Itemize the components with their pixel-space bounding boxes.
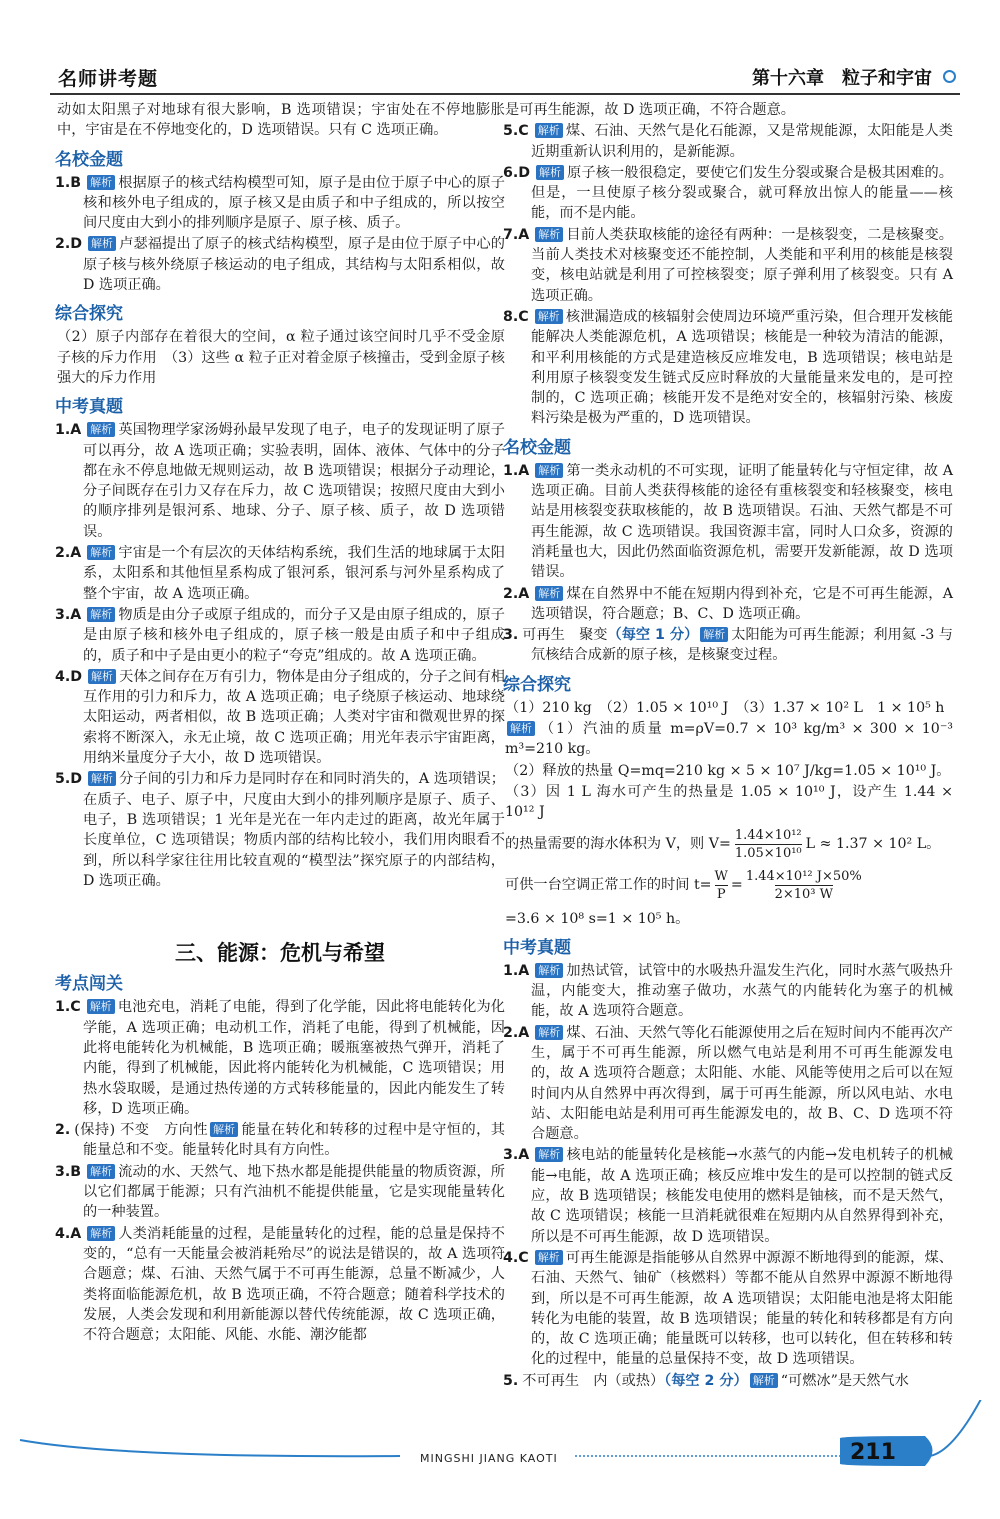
answer-item: 1.A 解析 第一类永动机的不可实现，证明了能量转化与守恒定律，故 A 选项正确。目前人类获得核能的途径有重核裂变和轻核聚变，核电站是用核裂变获取核能的，故 B 选项错误。石油、天然气都是不可再生能源，故 C 选项错误。我国资源丰富，同时人口众多，资源的消耗量也大，因此仍然面临资源危机，需要开发新能源，故 D 选项错误。 <box>503 462 953 581</box>
section-title: 中考真题 <box>503 937 571 958</box>
analysis-tag: 解析 <box>87 999 115 1014</box>
answer-item: 5.C 解析 煤、石油、天然气是化石能源，又是常规能源，太阳能是人类近期重新认识利用的，是新能源。 <box>503 123 953 160</box>
right-intro: 是可再生能源，故 D 选项正确，不符合题意。 <box>505 102 795 118</box>
answer-item: 3.A 解析 物质是由分子或原子组成的，而分子又是由原子组成的，原子是由原子核和核外电子组成的，原子核一般是由质子和中子组成的，质子和中子是由更小的粒子“夸克”组成的。故 A 选项正确。 <box>55 606 505 664</box>
answer-item: 4.A 解析 人类消耗能量的过程，是能量转化的过程，能的总量是保持不变的，“总有一天能量会被消耗殆尽”的说法是错误的，故 A 选项符合题意；煤、石油、天然气属于不可再生能源，总量不断减少，人类将面临能源危机，故 B 选项正确，不符合题意；随着科学技术的发展，人类会发现和利用新能源以替代传统能源，故 C 选项正确，不符合题意；太阳能、风能、水能、潮汐能都 <box>55 1225 505 1344</box>
analysis-tag: 解析 <box>535 1250 563 1265</box>
analysis-tag: 解析 <box>750 1373 778 1388</box>
answer-item: 1.A 解析 英国物理学家汤姆孙最早发现了电子，电子的发现证明了原子可以再分，故 A 选项正确；实验表明，固体、液体、气体中的分子都在永不停息地做无规则运动，故 B 选项错误；根据分子动理论，分子间既存在引力又存在斥力，故 C 选项错误；按照尺度由大到小的顺序排列是银河系、地球、分子、原子核、质子，故 D 选项错误。 <box>55 422 505 540</box>
analysis-tag: 解析 <box>535 963 563 978</box>
answer-item: 1.A 解析 加热试管，试管中的水吸热升温发生汽化，同时水蒸气吸热升温，内能变大，推动塞子做功，水蒸气的内能转化为塞子的机械能，故 A 选项符合题意。 <box>503 962 953 1020</box>
analysis-tag: 解析 <box>535 1147 563 1162</box>
analysis-tag: 解析 <box>88 236 116 251</box>
fraction: $\frac{W}{P}$ <box>714 868 728 902</box>
answer-item: 2.A 解析 宇宙是一个有层次的天体结构系统，我们生活的地球属于太阳系，太阳系和其他恒星系构成了银河系，银河系与河外星系构成了整个宇宙，故 A 选项正确。 <box>55 545 505 602</box>
time-formula: 可供一台空调正常工作的时间 t= $\frac{W}{P}$ = $\frac{\text{1.44×10¹² J×50\%}}{\text{2×10³ W}}$ <box>505 868 862 902</box>
volume-formula: 的热量需要的海水体积为 V，则 V= $\frac{\text{1.44×10¹²}}{\text{1.05×10¹⁰}}$ L ≈ 1.37 × 10² L。 <box>505 827 941 861</box>
calc-line: =3.6 × 10⁸ s=1 × 10⁵ h。 <box>505 910 690 927</box>
answer-item: 5. 不可再生 内（或热）（每空 2 分） 解析 “可燃冰”是天然气水 <box>503 1372 909 1389</box>
analysis-tag: 解析 <box>535 463 563 478</box>
calc-line: 解析 （1）汽油的质量 m=ρV=0.7 × 10³ kg/m³ × 300 × 10⁻³ m³=210 kg。 <box>505 721 953 758</box>
answer-item: 2.A 解析 煤、石油、天然气等化石能源使用之后在短时间内不能再次产生，属于不可再生能源，所以燃气电站是利用不可再生能源发电的，故 A 选项符合题意；太阳能、水能、风能等使用之后可以在短时间内从自然界中再次得到，属于可再生能源，所以风电站、水电站、太阳能电站是利用可再生能源发电的，故 B、C、D 选项不符合题意。 <box>503 1024 953 1143</box>
answer-item: 1.C 解析 电池充电，消耗了电能，得到了化学能，因此将电能转化为化学能，A 选项正确；电动机工作，消耗了电能，得到了机械能，因此将电能转化为机械能，B 选项正确；暖瓶塞被热气弹开，消耗了内能，得到了机械能，因此将内能转化为机械能，C 选项错误；用热水袋取暖，是通过热传递的方式转移能量的，因此内能发生了转移，D 选项正确。 <box>55 999 505 1117</box>
left-column <box>55 100 505 1346</box>
analysis-tag: 解析 <box>507 721 535 736</box>
answer-item: 4.D 解析 天体之间存在万有引力，物体是由分子组成的，分子之间有相互作用的引力和斥力，故 A 选项正确；电子绕原子核运动、地球绕太阳运动，两者相似，故 B 选项正确；人类对宇宙和微观世界的探索将不断深入，永无止境，故 C 选项正确；用光年表示宇宙距离，用纳米量度分子大小，故 D 选项错误。 <box>55 668 505 767</box>
page-number: 211 <box>850 1440 896 1465</box>
answer-item: 6.D 解析 原子核一般很稳定，要使它们发生分裂或聚合是极其困难的。但是，一旦使原子核分裂或聚合，就可释放出惊人的能量——核能，而不是内能。 <box>503 164 953 222</box>
section-title: 中考真题 <box>55 397 123 418</box>
analysis-tag: 解析 <box>87 175 115 190</box>
analysis-tag: 解析 <box>535 586 563 601</box>
analysis-tag: 解析 <box>87 1164 115 1179</box>
section-title: 考点闯关 <box>55 974 123 995</box>
answer-item: 2.D 解析 卢瑟福提出了原子的核式结构模型，原子是由位于原子中心的原子核与核外绕原子核运动的电子组成，其结构与太阳系相似，故 D 选项正确。 <box>55 236 505 294</box>
answer-item: 3.A 解析 核电站的能量转化是核能→水蒸气的内能→发电机转子的机械能→电能，故 A 选项正确；核反应堆中发生的是可以控制的链式反应，故 B 选项错误；核能发电使用的燃料是铀核，而不是天然气，故 C 选项错误；核能一旦消耗就很难在短期内从自然界得到补充，所以是不可再生能源，故 D 选项错误。 <box>503 1147 953 1245</box>
inquiry-text: （2）原子内部存在着很大的空间，α 粒子通过该空间时几乎不受金原子核的斥力作用 （3）这些 α 粒子正对着金原子核撞击，受到金原子核强大的斥力作用 <box>57 329 505 386</box>
fraction: $\frac{\text{1.44×10¹²}}{\text{1.05×10¹⁰}}$ <box>734 827 802 861</box>
calc-line: （3）因 1 L 海水可产生的热量是 1.05 × 10¹⁰ J，设产生 1.44 × 10¹² J <box>505 783 953 821</box>
answer-item: 1.B 解析 根据原子的核式结构模型可知，原子是由位于原子中心的原子核和核外电子组成的，原子核又是由质子和中子组成的，所以按空间尺度由大到小的排列顺序是原子、原子核、质子。 <box>55 174 505 232</box>
analysis-tag: 解析 <box>535 309 563 324</box>
answer-item: 7.A 解析 目前人类获取核能的途径有两种：一是核裂变，二是核聚变。当前人类技术对核聚变还不能控制，人类能和平利用的核能是核裂变，核电站就是利用了可控核裂变；原子弹利用了核裂变。只有 A 选项正确。 <box>503 226 953 304</box>
answer-item: 3. 可再生 聚变（每空 1 分） 解析 太阳能为可再生能源；利用氦 -3 与氘核结合成新的原子核，是核聚变过程。 <box>503 627 953 664</box>
analysis-tag: 解析 <box>535 1025 563 1040</box>
analysis-tag: 解析 <box>88 669 116 684</box>
analysis-tag: 解析 <box>87 422 115 437</box>
analysis-tag: 解析 <box>87 1226 115 1241</box>
answer-item: 5.D 解析 分子间的引力和斥力是同时存在和同时消失的，A 选项错误；在质子、电子、原子中，尺度由大到小的排列顺序是原子、质子、电子，B 选项错误；1 光年是光在一年内走过的距离，故光年属于长度单位，C 选项错误；物质内部的结构比较小，我们用肉眼看不到，所以科学家往往用比较直观的“模型法”探究原子的内部结构，D 选项正确。 <box>55 771 505 889</box>
analysis-tag: 解析 <box>536 165 564 180</box>
section-title: 名校金题 <box>503 437 571 458</box>
fraction: $\frac{\text{1.44×10¹² J×50\%}}{\text{2×10³ W}}$ <box>745 868 862 902</box>
analysis-tag: 解析 <box>87 545 115 560</box>
section-title: 综合探究 <box>55 304 123 325</box>
book-title: 名师讲考题 <box>58 68 159 90</box>
calc-line: （2）释放的热量 Q=mq=210 kg × 5 × 10⁷ J/kg=1.05 × 10¹⁰ J。 <box>505 762 951 779</box>
footer-brand: MINGSHI JIANG KAOTI <box>420 1452 558 1465</box>
analysis-tag: 解析 <box>210 1122 238 1137</box>
page-header <box>40 60 960 100</box>
circle-icon <box>943 70 956 83</box>
answer-summary: （1）210 kg （2）1.05 × 10¹⁰ J （3）1.37 × 10² L 1 × 10⁵ h <box>505 699 945 716</box>
score-note: （每空 1 分） <box>607 627 699 644</box>
answer-item: 2. (保持) 不变 方向性 解析 能量在转化和转移的过程中是守恒的，其能量总和不变。能量转化时具有方向性。 <box>55 1122 505 1159</box>
chapter-section-title: 三、能源：危机与希望 <box>175 941 385 966</box>
header-rule <box>50 93 960 95</box>
score-note: （每空 2 分） <box>664 1372 748 1389</box>
answer-item: 4.C 解析 可再生能源是指能够从自然界中源源不断地得到的能源，煤、石油、天然气、铀矿（核燃料）等都不能从自然界中源源不断地得到，所以是不可再生能源，故 A 选项错误；太阳能电池是将太阳能转化为电能的装置，故 B 选项错误；能量的转化和转移都是有方向的，故 C 选项正确；能量既可以转移，也可以转化，但在转移和转化的过程中，能量的总量保持不变，故 D 选项错误。 <box>503 1249 953 1368</box>
left-intro: 动如太阳黑子对地球有很大影响，B 选项错误；宇宙处在不停地膨胀中，宇宙是在不停地变化的，D 选项错误。只有 C 选项正确。 <box>57 102 505 139</box>
analysis-tag: 解析 <box>87 607 115 622</box>
section-title: 名校金题 <box>55 149 123 170</box>
section-title: 综合探究 <box>503 674 571 695</box>
right-column <box>503 100 953 1392</box>
answer-item: 8.C 解析 核泄漏造成的核辐射会使周边环境严重污染，但合理开发核能能解决人类能源危机，A 选项错误；核能是一种较为清洁的能源，和平利用核能的方式是建造核反应堆发电，B 选项错误；核电站是利用原子核裂变发生链式反应时释放的大量能量来发电的，是可控制的，C 选项正确；核能开发不是绝对安全的，核辐射污染、核废料污染是极为严重的，D 选项错误。 <box>503 308 953 427</box>
chapter-title: 第十六章 粒子和宇宙 <box>752 68 932 89</box>
answer-item: 3.B 解析 流动的水、天然气、地下热水都是能提供能量的物质资源，所以它们都属于能源；只有汽油机不能提供能量，它是实现能量转化的一种装置。 <box>55 1163 505 1221</box>
analysis-tag: 解析 <box>88 771 116 786</box>
analysis-tag: 解析 <box>700 627 728 642</box>
analysis-tag: 解析 <box>535 227 563 242</box>
analysis-tag: 解析 <box>535 123 563 138</box>
answer-item: 2.A 解析 煤在自然界中不能在短期内得到补充，它是不可再生能源，A 选项错误，符合题意；B、C、D 选项正确。 <box>503 585 953 622</box>
